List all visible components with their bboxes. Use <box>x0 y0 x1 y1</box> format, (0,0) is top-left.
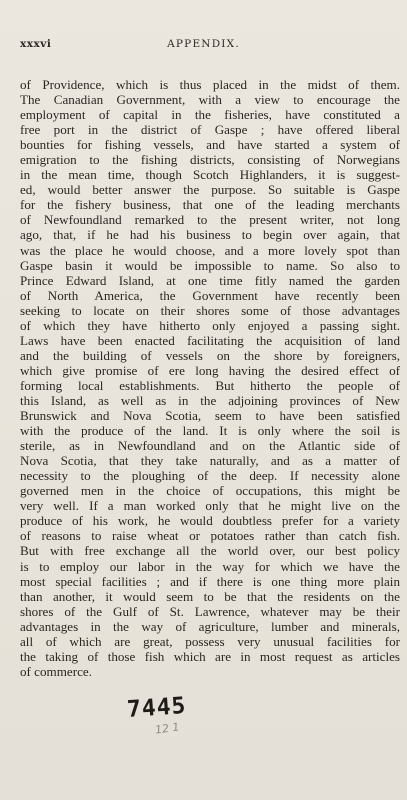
text-line: of Providence, which is thus placed in the midst of them. <box>20 77 400 92</box>
text-line: shores of the Gulf of St. Lawrence, whatever may be their <box>20 603 400 619</box>
text-line: necessity to the ploughing of the deep. If necessity alone <box>20 468 400 484</box>
text-line: ago, that, if he had his business to begin over again, that <box>20 227 400 243</box>
text-line: Brunswick and Nova Scotia, seem to have been satisfied <box>20 408 400 424</box>
text-line: free port in the district of Gaspe ; have offered liberal <box>20 122 400 138</box>
text-line: bounties for fishing vessels, and have started a system of <box>20 137 400 153</box>
text-line: in the mean time, though Scotch Highlanders, it is suggest- <box>20 167 400 183</box>
text-line: and the building of vessels on the shore by foreigners, <box>20 347 400 363</box>
text-line: is to employ our labor in the way for which we have the <box>20 558 400 574</box>
text-line: advantages in the way of agriculture, lumber and minerals, <box>20 618 400 634</box>
text-line: very well. If a man worked only that he might live on the <box>20 498 400 514</box>
text-line: was the place he would choose, and a more lovely spot than <box>20 242 400 258</box>
page-number: xxxvi <box>20 38 52 50</box>
text-line: of Newfoundland remarked to the present writer, not long <box>20 212 400 228</box>
text-line: Nova Scotia, that they take naturally, and as a matter of <box>20 453 400 469</box>
running-head <box>20 38 387 54</box>
text-line: seeking to locate on their shores some of those advantages <box>20 302 400 318</box>
text-line: Prince Edward Island, at one time fitly named the garden <box>20 272 400 288</box>
text-line: governed men in the choice of occupations, this might be <box>20 483 400 499</box>
text-line: of reasons to raise wheat or potatoes rather than catch fish. <box>20 528 400 544</box>
text-line: than another, it would seem to be that the residents on the <box>20 588 400 604</box>
text-line: employment of capital in the fisheries, have constituted a <box>20 107 400 123</box>
text-line: which give promise of ere long having the desired effect of <box>20 362 400 378</box>
text-line: for the fishery business, that one of the leading merchants <box>20 197 400 213</box>
text-line: with the produce of the land. It is only where the soil is <box>20 423 400 439</box>
stamped-catalog-number: 7445 <box>126 692 188 723</box>
text-line: the taking of those fish which are in most request as articles <box>20 648 400 664</box>
text-line: of which they have hitherto only enjoyed a passing sight. <box>20 317 400 333</box>
text-line: forming local establishments. But hitherto the people of <box>20 377 400 393</box>
body-text <box>20 77 400 679</box>
text-line: of North America, the Government have recently been <box>20 287 400 303</box>
text-line: produce of his work, he would doubtless prefer for a variety <box>20 513 400 529</box>
text-line: ed, would better answer the purpose. So suitable is Gaspe <box>20 182 400 198</box>
text-line: all of which are great, possess very unusual facilities for <box>20 633 400 649</box>
text-line: emigration to the fishing districts, consisting of Norwegians <box>20 152 400 168</box>
text-line: Laws have been enacted facilitating the acquisition of land <box>20 332 400 348</box>
text-line: Gaspe basin it would be impossible to name. So also to <box>20 257 400 273</box>
pencil-annotation: 12 1 <box>154 720 181 737</box>
text-line: sterile, as in Newfoundland and on the Atlantic side of <box>20 438 400 454</box>
text-line: The Canadian Government, with a view to encourage the <box>20 92 400 108</box>
text-line: this Island, as well as in the adjoining provinces of New <box>20 392 400 408</box>
text-line: most special facilities ; and if there is one thing more plain <box>20 573 400 589</box>
text-line: of commerce. <box>20 663 92 679</box>
text-line: But with free exchange all the world over, our best policy <box>20 543 400 559</box>
running-head-title: APPENDIX. <box>167 38 240 50</box>
